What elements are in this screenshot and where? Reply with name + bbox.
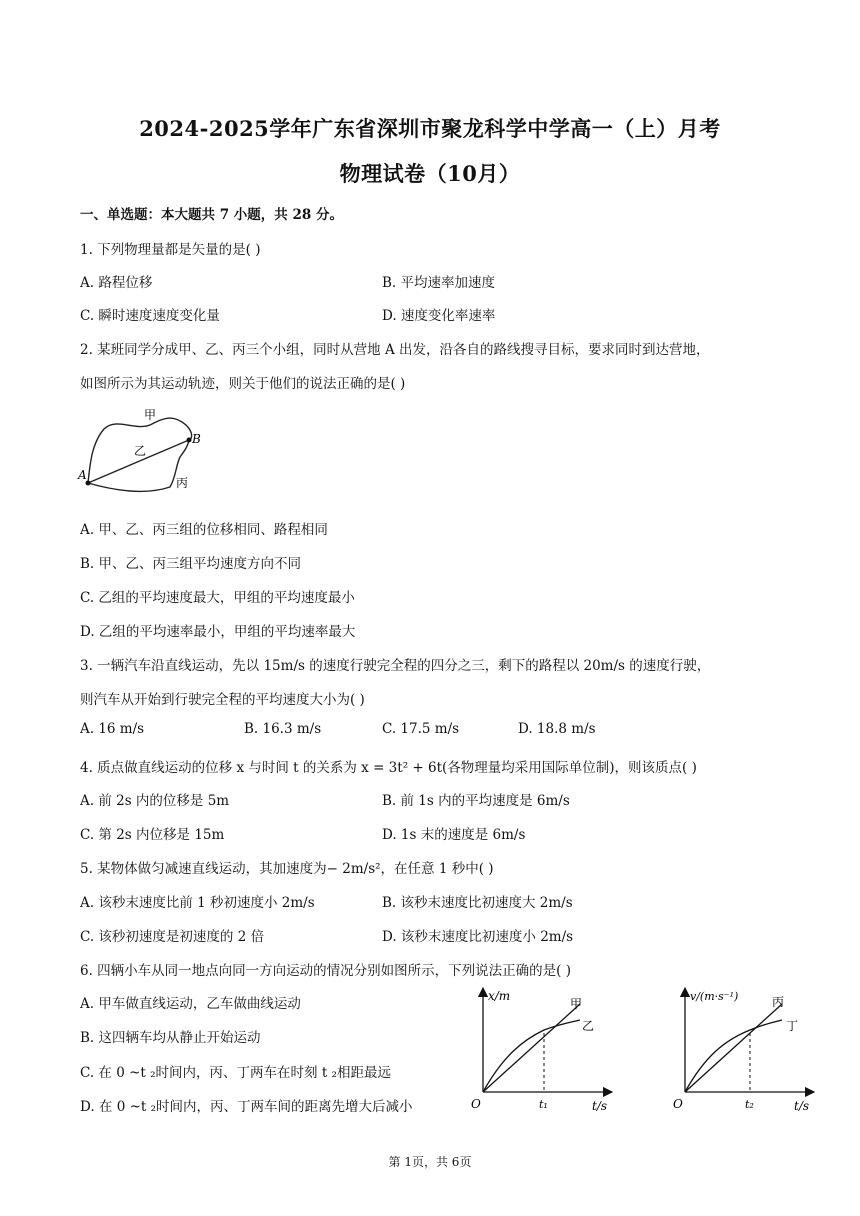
q1-option-d: D. 速度变化率速率 [382,308,496,324]
q4-stem: 4. 质点做直线运动的位移 x 与时间 t 的关系为 x = 3t² + 6t(各物理量均采用国际单位制)，则该质点( ) [80,760,697,776]
q5-option-b: B. 该秒末速度比初速度大 2m/s [382,895,573,911]
q2-stem-line1: 2. 某班同学分成甲、乙、丙三个小组，同时从营地 A 出发，沿各自的路线搜寻目标，要求同时到达营地， [80,342,710,358]
q2-trajectory-figure [76,403,210,495]
origin-label: O [471,1097,481,1111]
q4-option-d: D. 1s 末的速度是 6m/s [382,827,526,843]
y-label: v/(m·s⁻¹) [690,990,739,1003]
label-ding: 丁 [786,1019,799,1033]
q2-stem-line2: 如图所示为其运动轨迹，则关于他们的说法正确的是( ) [80,376,406,392]
q3-option-b: B. 16.3 m/s [244,721,322,737]
q2-option-c: C. 乙组的平均速度最大，甲组的平均速度最小 [80,590,355,606]
q2-option-a: A. 甲、乙、丙三组的位移相同、路程相同 [80,522,328,538]
q5-option-c: C. 该秒初速度是初速度的 2 倍 [80,929,265,945]
q1-option-c: C. 瞬时速度速度变化量 [80,308,220,324]
line-bing [685,1004,782,1092]
label-bing: 丙 [176,476,189,490]
q3-stem-line1: 3. 一辆汽车沿直线运动，先以 15m/s 的速度行驶完全程的四分之三，剩下的路程以 20m/s 的速度行驶， [80,658,711,674]
y-label: x/m [488,989,511,1003]
label-jia: 甲 [570,997,583,1011]
q5-option-a: A. 该秒末速度比前 1 秒初速度小 2m/s [80,895,315,911]
label-B: B [192,432,201,446]
q1-option-b: B. 平均速率加速度 [382,275,496,291]
exam-title: 2024-2025学年广东省深圳市聚龙科学中学高一（上）月考 [139,116,721,141]
label-A: A [78,468,87,482]
label-jia: 甲 [144,408,157,422]
page-footer: 第 1页，共 6页 [388,1155,472,1169]
line-jia [483,1004,580,1092]
q3-option-d: D. 18.8 m/s [518,721,596,737]
q5-stem: 5. 某物体做匀减速直线运动，其加速度为− 2m/s²，在任意 1 秒中( ) [80,861,494,877]
label-bing: 丙 [772,995,785,1009]
line-yi [483,1020,580,1092]
q6-xt-graph [468,986,618,1116]
q6-option-a: A. 甲车做直线运动，乙车做曲线运动 [80,996,301,1012]
label-yi: 乙 [582,1019,595,1033]
t2-label: t₂ [745,1098,754,1111]
q2-option-d: D. 乙组的平均速率最小，甲组的平均速率最大 [80,624,356,640]
q4-option-c: C. 第 2s 内位移是 15m [80,827,225,843]
origin-label: O [673,1097,683,1111]
q6-option-d: D. 在 0 ~t ₂时间内，丙、丁两车间的距离先增大后减小 [80,1099,413,1115]
x-label: t/s [592,1099,608,1113]
q2-option-b: B. 甲、乙、丙三组平均速度方向不同 [80,556,302,572]
q6-option-b: B. 这四辆车均从静止开始运动 [80,1030,261,1046]
q4-option-a: A. 前 2s 内的位移是 5m [80,793,230,809]
q5-option-d: D. 该秒末速度比初速度小 2m/s [382,929,574,945]
label-yi: 乙 [134,444,147,458]
q1-option-a: A. 路程位移 [80,275,153,291]
q6-option-c: C. 在 0 ~t ₂时间内，丙、丁两车在时刻 t ₂相距最远 [80,1065,391,1081]
line-ding [685,1020,782,1092]
q6-stem: 6. 四辆小车从同一地点向同一方向运动的情况分别如图所示，下列说法正确的是( ) [80,963,571,979]
exam-subtitle: 物理试卷（10月） [339,161,521,186]
q3-option-c: C. 17.5 m/s [382,721,460,737]
q4-option-b: B. 前 1s 内的平均速度是 6m/s [382,793,570,809]
section-heading: 一、单选题：本大题共 7 小题，共 28 分。 [80,207,343,223]
q1-stem: 1. 下列物理量都是矢量的是( ) [80,242,261,258]
q3-stem-line2: 则汽车从开始到行驶完全程的平均速度大小为( ) [80,692,365,708]
q6-vt-graph [670,986,820,1116]
t1-label: t₁ [539,1098,548,1111]
x-label: t/s [794,1099,810,1113]
q3-option-a: A. 16 m/s [80,721,145,737]
